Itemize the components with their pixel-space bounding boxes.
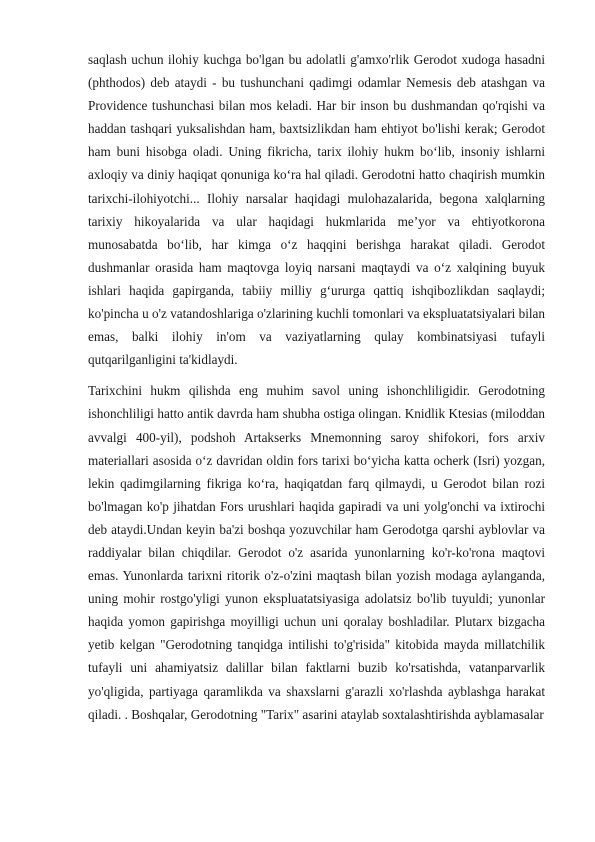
document-page [88, 48, 545, 726]
paragraph-1: saqlash uchun ilohiy kuchga bo'lgan bu adolatli g'amxo'rlik Gerodot xudoga hasadni (phthodos) deb ataydi - bu tushunchani qadimgi odamlar Nemesis deb atashgan va Providence tushunchasi bilan mos keladi. Har bir inson bu dushmandan qo'rqishi va haddan tashqari yuksalishdan ham, baxtsizlikdan ham ehtiyot bo'lishi kerak; Gerodot ham buni hisobga oladi. Uning fikricha, tarix ilohiy hukm bo‘lib, insoniy ishlarni axloqiy va diniy haqiqat qonuniga ko‘ra hal qiladi. Gerodotni hatto chaqirish mumkin tarixchi-ilohiyotchi... Ilohiy narsalar haqidagi mulohazalarida, begona xalqlarning tarixiy hikoyalarida va ular haqidagi hukmlarida me’yor va ehtiyotkorona munosabatda bo‘lib, har kimga o‘z haqqini berishga harakat qiladi. Gerodot dushmanlar orasida ham maqtovga loyiq narsani maqtaydi va o‘z xalqining buyuk ishlari haqida gapirganda, tabiiy milliy g‘ururga qattiq ishqibozlikdan saqlaydi; ko'pincha u o'z vatandoshlariga o'zlarining kuchli tomonlari va ekspluatatsiyalari bilan emas, balki ilohiy in'om va vaziyatlarning qulay kombinatsiyasi tufayli qutqarilganligini ta'kidlaydi. [88, 52, 545, 368]
paragraph-2: Tarixchini hukm qilishda eng muhim savol uning ishonchliligidir. Gerodotning ishonchliligi hatto antik davrda ham shubha ostiga olingan. Knidlik Ktesias (miloddan avvalgi 400-yil), podshoh Artakserks Mnemonning saroy shifokori, fors arxiv materiallari asosida o‘z davridan oldin fors tarixi bo‘yicha katta ocherk (Isri) yozgan, lekin qadimgilarning fikriga ko‘ra, haqiqatdan farq qilmaydi, u Gerodot bilan rozi bo'lmagan ko'p jihatdan Fors urushlari haqida gapiradi va uni yolg'onchi va ixtirochi deb ataydi.Undan keyin ba'zi boshqa yozuvchilar ham Gerodotga qarshi ayblovlar va raddiyalar bilan chiqdilar. Gerodot o'z asarida yunonlarning ko'r-ko'rona maqtovi emas. Yunonlarda tarixni ritorik o'z-o'zini maqtash bilan yozish modaga aylanganda, uning mohir rostgo'yligi yunon ekspluatatsiyasiga adolatsiz bo'lib tuyuldi; yunonlar haqida yomon gapirishga moyilligi uchun uni qoralay boshladilar. Plutarx bizgacha yetib kelgan "Gerodotning tanqidga intilishi to'g'risida" kitobida mayda millatchilik tufayli uni ahamiyatsiz dalillar bilan faktlarni buzib ko'rsatishda, vatanparvarlik yo'qligida, partiyaga qaramlikda va shaxslarni g'arazli xo'rlashda ayblashga harakat qiladi. . Boshqalar, Gerodotning "Tarix" asarini ataylab soxtalashtirishda ayblamasalar [88, 383, 545, 722]
